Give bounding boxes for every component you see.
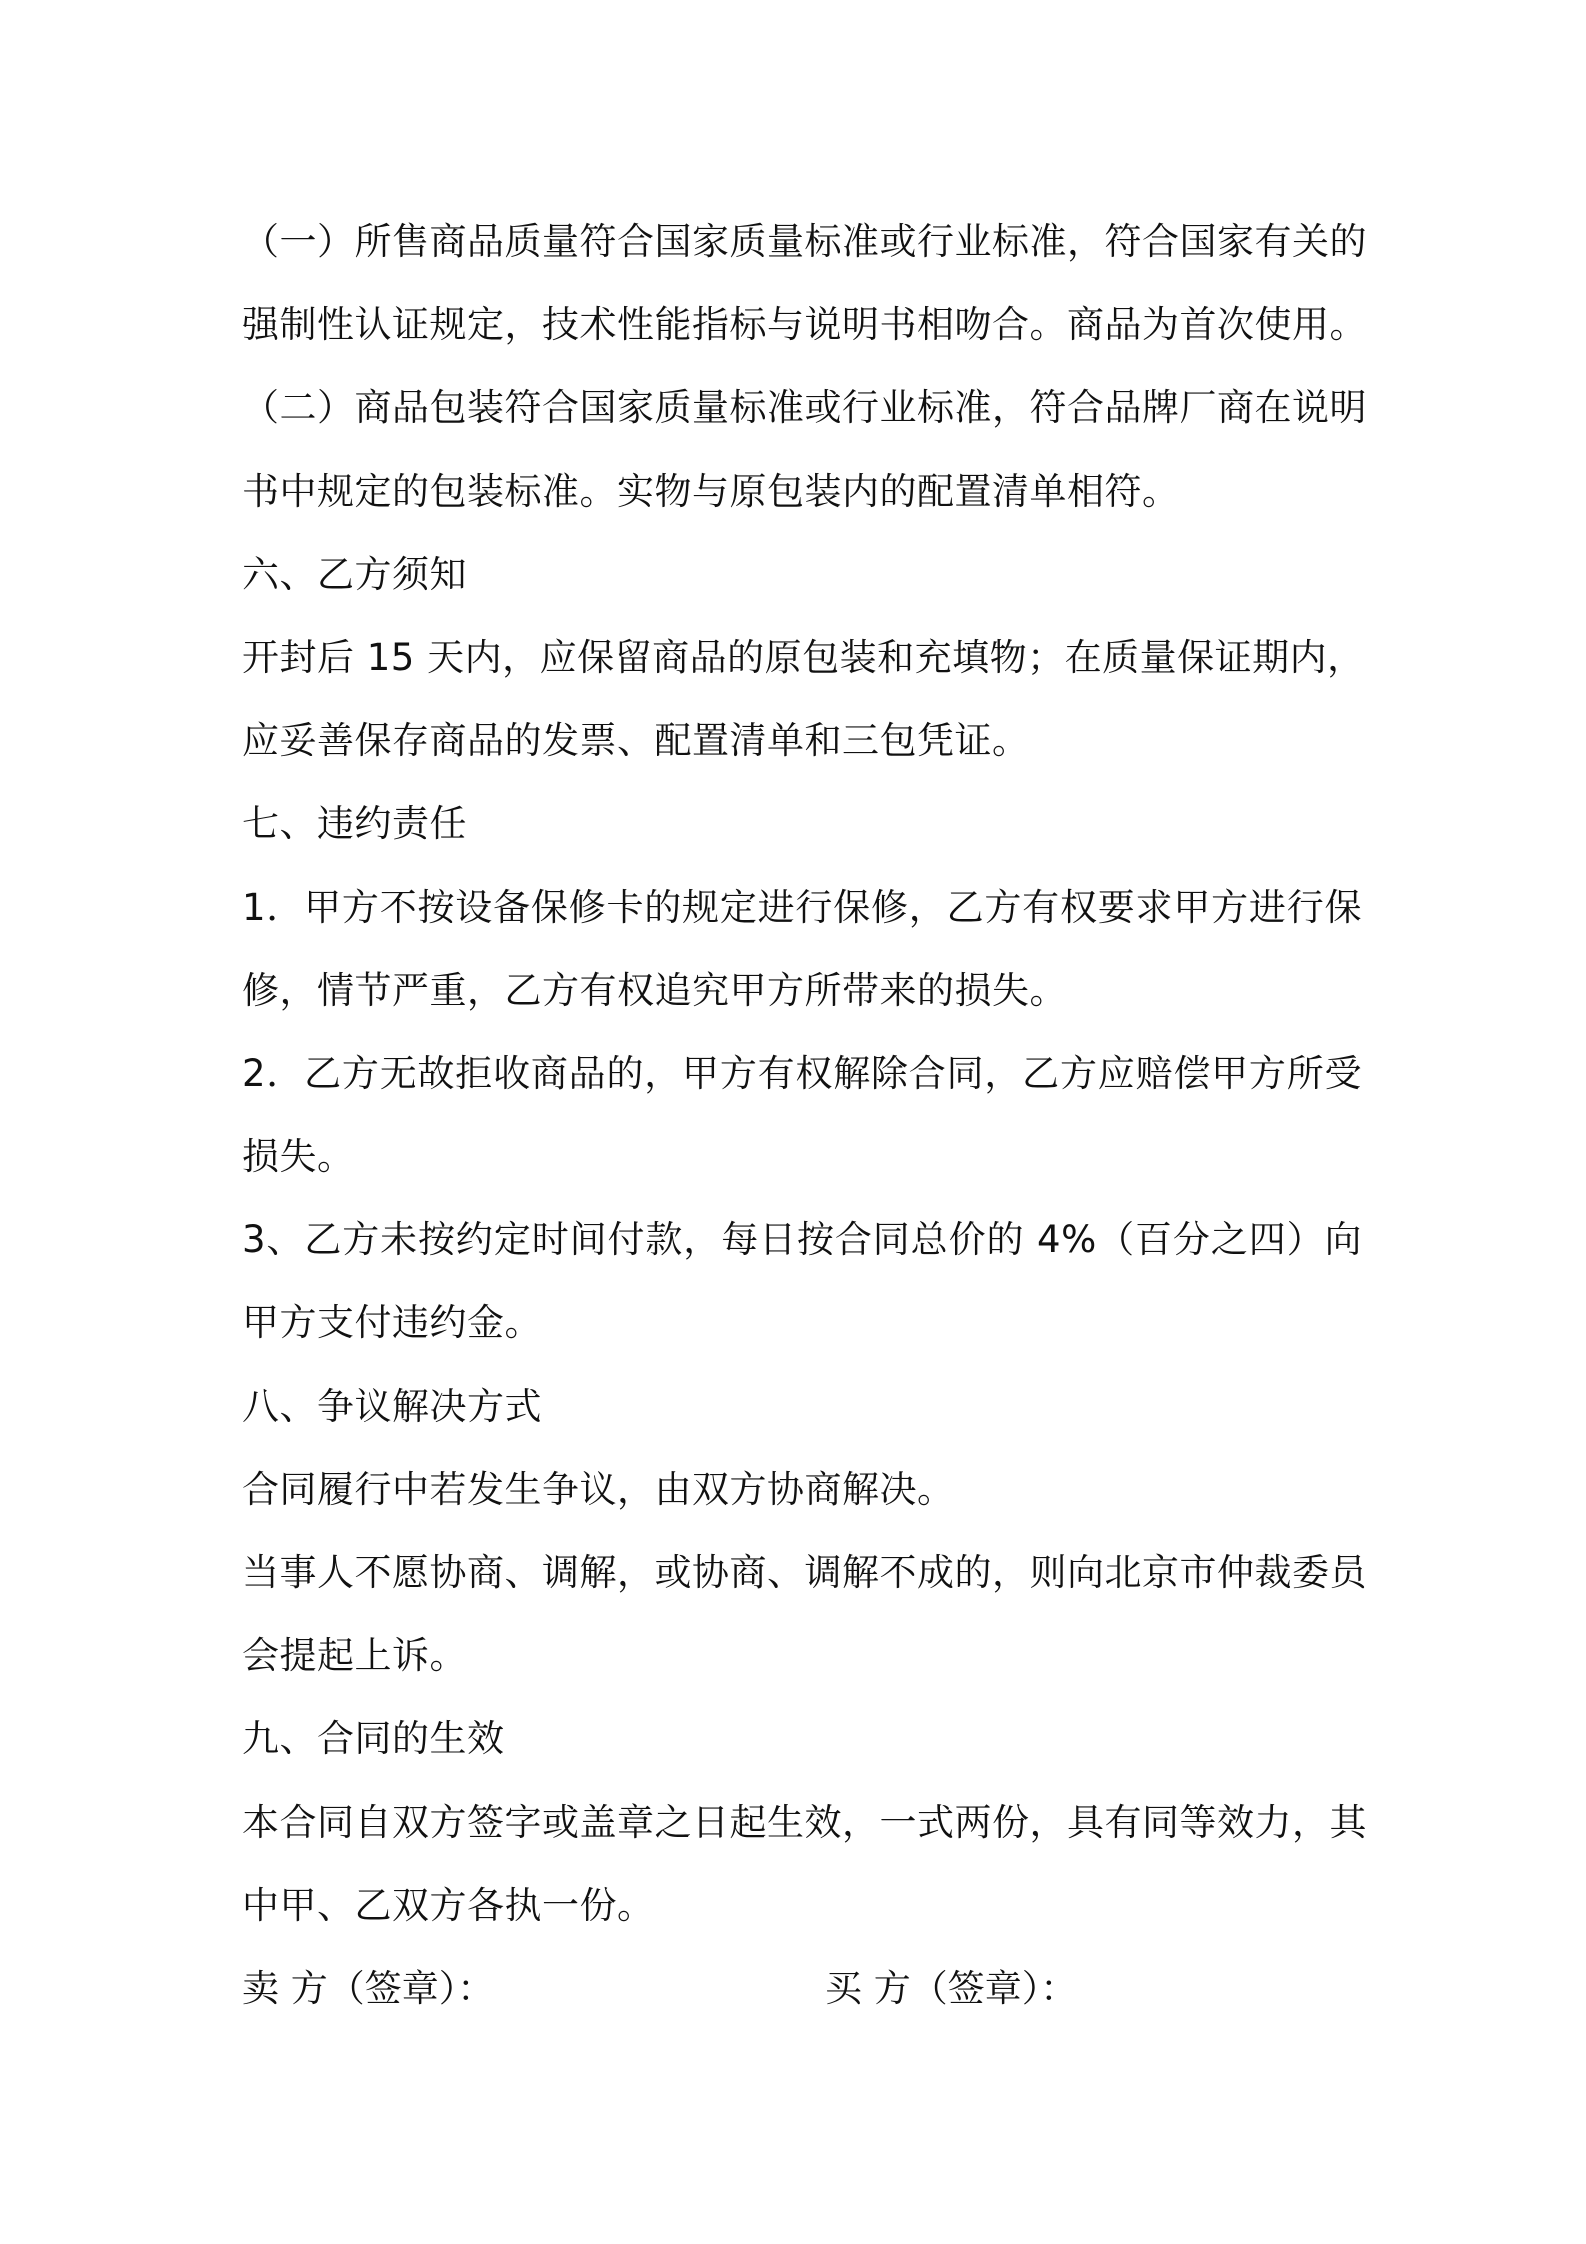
text-line: 会提起上诉。 — [242, 1634, 467, 1678]
text-line: 开封后 15 天内，应保留商品的原包装和充填物；在质量保证期内， — [242, 635, 1365, 679]
text-line: 2．乙方无故拒收商品的，甲方有权解除合同，乙方应赔偿甲方所受 — [242, 1051, 1362, 1095]
text-line: 本合同自双方签字或盖章之日起生效，一式两份，具有同等效力，其 — [242, 1800, 1367, 1844]
text-line: 甲方支付违约金。 — [242, 1301, 542, 1345]
text-line: 强制性认证规定，技术性能指标与说明书相吻合。商品为首次使用。 — [242, 303, 1367, 347]
section-heading: 七、违约责任 — [242, 802, 467, 846]
section-heading: 九、合同的生效 — [242, 1717, 505, 1761]
text-line: 书中规定的包装标准。实物与原包装内的配置清单相符。 — [242, 469, 1180, 513]
text-line: 应妥善保存商品的发票、配置清单和三包凭证。 — [242, 719, 1030, 763]
seller-signature-label: 卖 方（签章）： — [242, 1966, 495, 2010]
section-heading: 六、乙方须知 — [242, 552, 467, 596]
text-line: 修，情节严重，乙方有权追究甲方所带来的损失。 — [242, 968, 1067, 1012]
text-line: 中甲、乙双方各执一份。 — [242, 1883, 655, 1927]
document-body — [242, 200, 1367, 2030]
section-heading: 八、争议解决方式 — [242, 1384, 542, 1428]
text-line: （一）所售商品质量符合国家质量标准或行业标准，符合国家有关的 — [242, 220, 1367, 263]
buyer-signature-label: 买 方（签章）： — [825, 1966, 1078, 2010]
text-line: （二）商品包装符合国家质量标准或行业标准，符合品牌厂商在说明 — [242, 386, 1367, 430]
text-line: 合同履行中若发生争议，由双方协商解决。 — [242, 1467, 955, 1511]
text-line: 3、乙方未按约定时间付款，每日按合同总价的 4%（百分之四）向 — [242, 1218, 1362, 1262]
text-line: 1．甲方不按设备保修卡的规定进行保修，乙方有权要求甲方进行保 — [242, 885, 1362, 929]
text-line: 损失。 — [242, 1135, 355, 1179]
text-line: 当事人不愿协商、调解，或协商、调解不成的，则向北京市仲裁委员 — [242, 1551, 1367, 1594]
signature-row — [242, 1947, 1362, 2030]
